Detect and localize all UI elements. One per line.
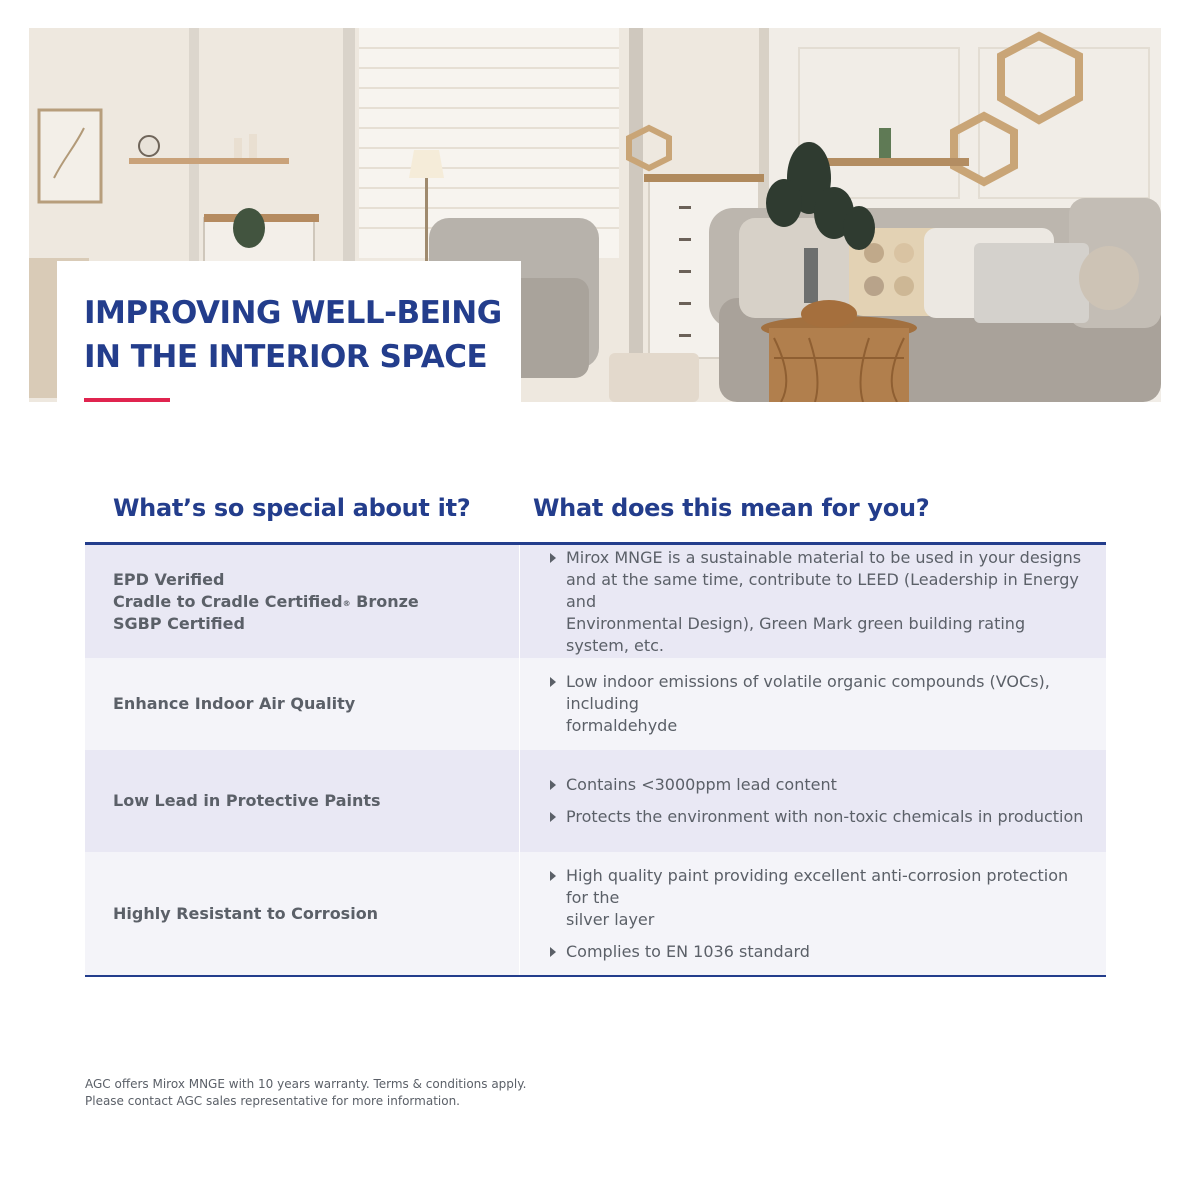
- benefit-bullet: [550, 941, 1088, 963]
- page-title-line-2: IN THE INTERIOR SPACE: [84, 339, 488, 375]
- feature-air-quality: Enhance Indoor Air Quality: [113, 694, 356, 713]
- benefit-cell: [520, 852, 1106, 975]
- table-row: [85, 658, 1106, 750]
- footnote-line-1: AGC offers Mirox MNGE with 10 years warranty. Terms & conditions apply.: [85, 1077, 527, 1091]
- benefit-line: Low indoor emissions of volatile organic compounds (VOCs), including: [566, 672, 1050, 713]
- bullet-triangle-icon: [550, 871, 556, 881]
- page-title-line-1: IMPROVING WELL-BEING: [84, 295, 502, 331]
- bullet-triangle-icon: [550, 812, 556, 822]
- feature-sgbp: SGBP Certified: [113, 613, 245, 633]
- feature-corrosion: Highly Resistant to Corrosion: [113, 903, 379, 923]
- feature-epd: EPD Verified: [113, 569, 225, 589]
- benefit-bullet: [550, 806, 1088, 828]
- bullet-triangle-icon: [550, 553, 556, 563]
- benefit-bullet: [550, 671, 1088, 737]
- bullet-triangle-icon: [550, 677, 556, 687]
- title-card: [57, 261, 521, 402]
- benefit-bullet: [550, 547, 1088, 657]
- feature-cradle: [113, 591, 419, 613]
- benefit-line: silver layer: [566, 909, 655, 929]
- benefit-line: Contains <3000ppm lead content: [566, 775, 837, 794]
- table-row: [85, 545, 1106, 658]
- benefit-line: Mirox MNGE is a sustainable material to be used in your designs: [566, 547, 1082, 567]
- bullet-triangle-icon: [550, 947, 556, 957]
- table-bottom-rule: [85, 975, 1106, 977]
- benefit-cell: [520, 658, 1106, 750]
- feature-cell: [85, 658, 520, 750]
- feature-cradle-name: Cradle to Cradle Certified: [113, 591, 343, 611]
- table-row: [85, 750, 1106, 852]
- benefit-bullet: [550, 865, 1088, 931]
- footnote-line-2: Please contact AGC sales representative for more information.: [85, 1094, 460, 1108]
- header-special: What’s so special about it?: [113, 494, 471, 522]
- table-row: [85, 852, 1106, 975]
- benefit-line: and at the same time, contribute to LEED (Leadership in Energy and: [566, 569, 1079, 611]
- benefit-line: Complies to EN 1036 standard: [566, 941, 810, 961]
- benefit-line: Protects the environment with non-toxic chemicals in production: [566, 807, 1084, 826]
- feature-cell: [85, 852, 520, 975]
- feature-cradle-level: Bronze: [350, 591, 419, 611]
- feature-cell: [85, 545, 520, 658]
- benefit-line: Environmental Design), Green Mark green building rating system, etc.: [566, 613, 1026, 655]
- benefit-line: formaldehyde: [566, 716, 678, 735]
- feature-text: [113, 569, 419, 635]
- benefit-cell: [520, 545, 1106, 658]
- benefits-table: [85, 480, 1106, 977]
- feature-low-lead: Low Lead in Protective Paints: [113, 791, 381, 810]
- benefit-line: High quality paint providing excellent anti-corrosion protection for the: [566, 865, 1069, 907]
- table-header: [85, 480, 1106, 545]
- benefit-cell: [520, 750, 1106, 852]
- bullet-triangle-icon: [550, 780, 556, 790]
- footnote: [85, 1076, 526, 1110]
- registered-mark: ®: [342, 598, 351, 608]
- page-title: [84, 291, 524, 379]
- benefit-bullet: [550, 774, 1088, 796]
- header-meaning: What does this mean for you?: [533, 494, 930, 522]
- title-accent-bar: [84, 398, 170, 402]
- feature-cell: [85, 750, 520, 852]
